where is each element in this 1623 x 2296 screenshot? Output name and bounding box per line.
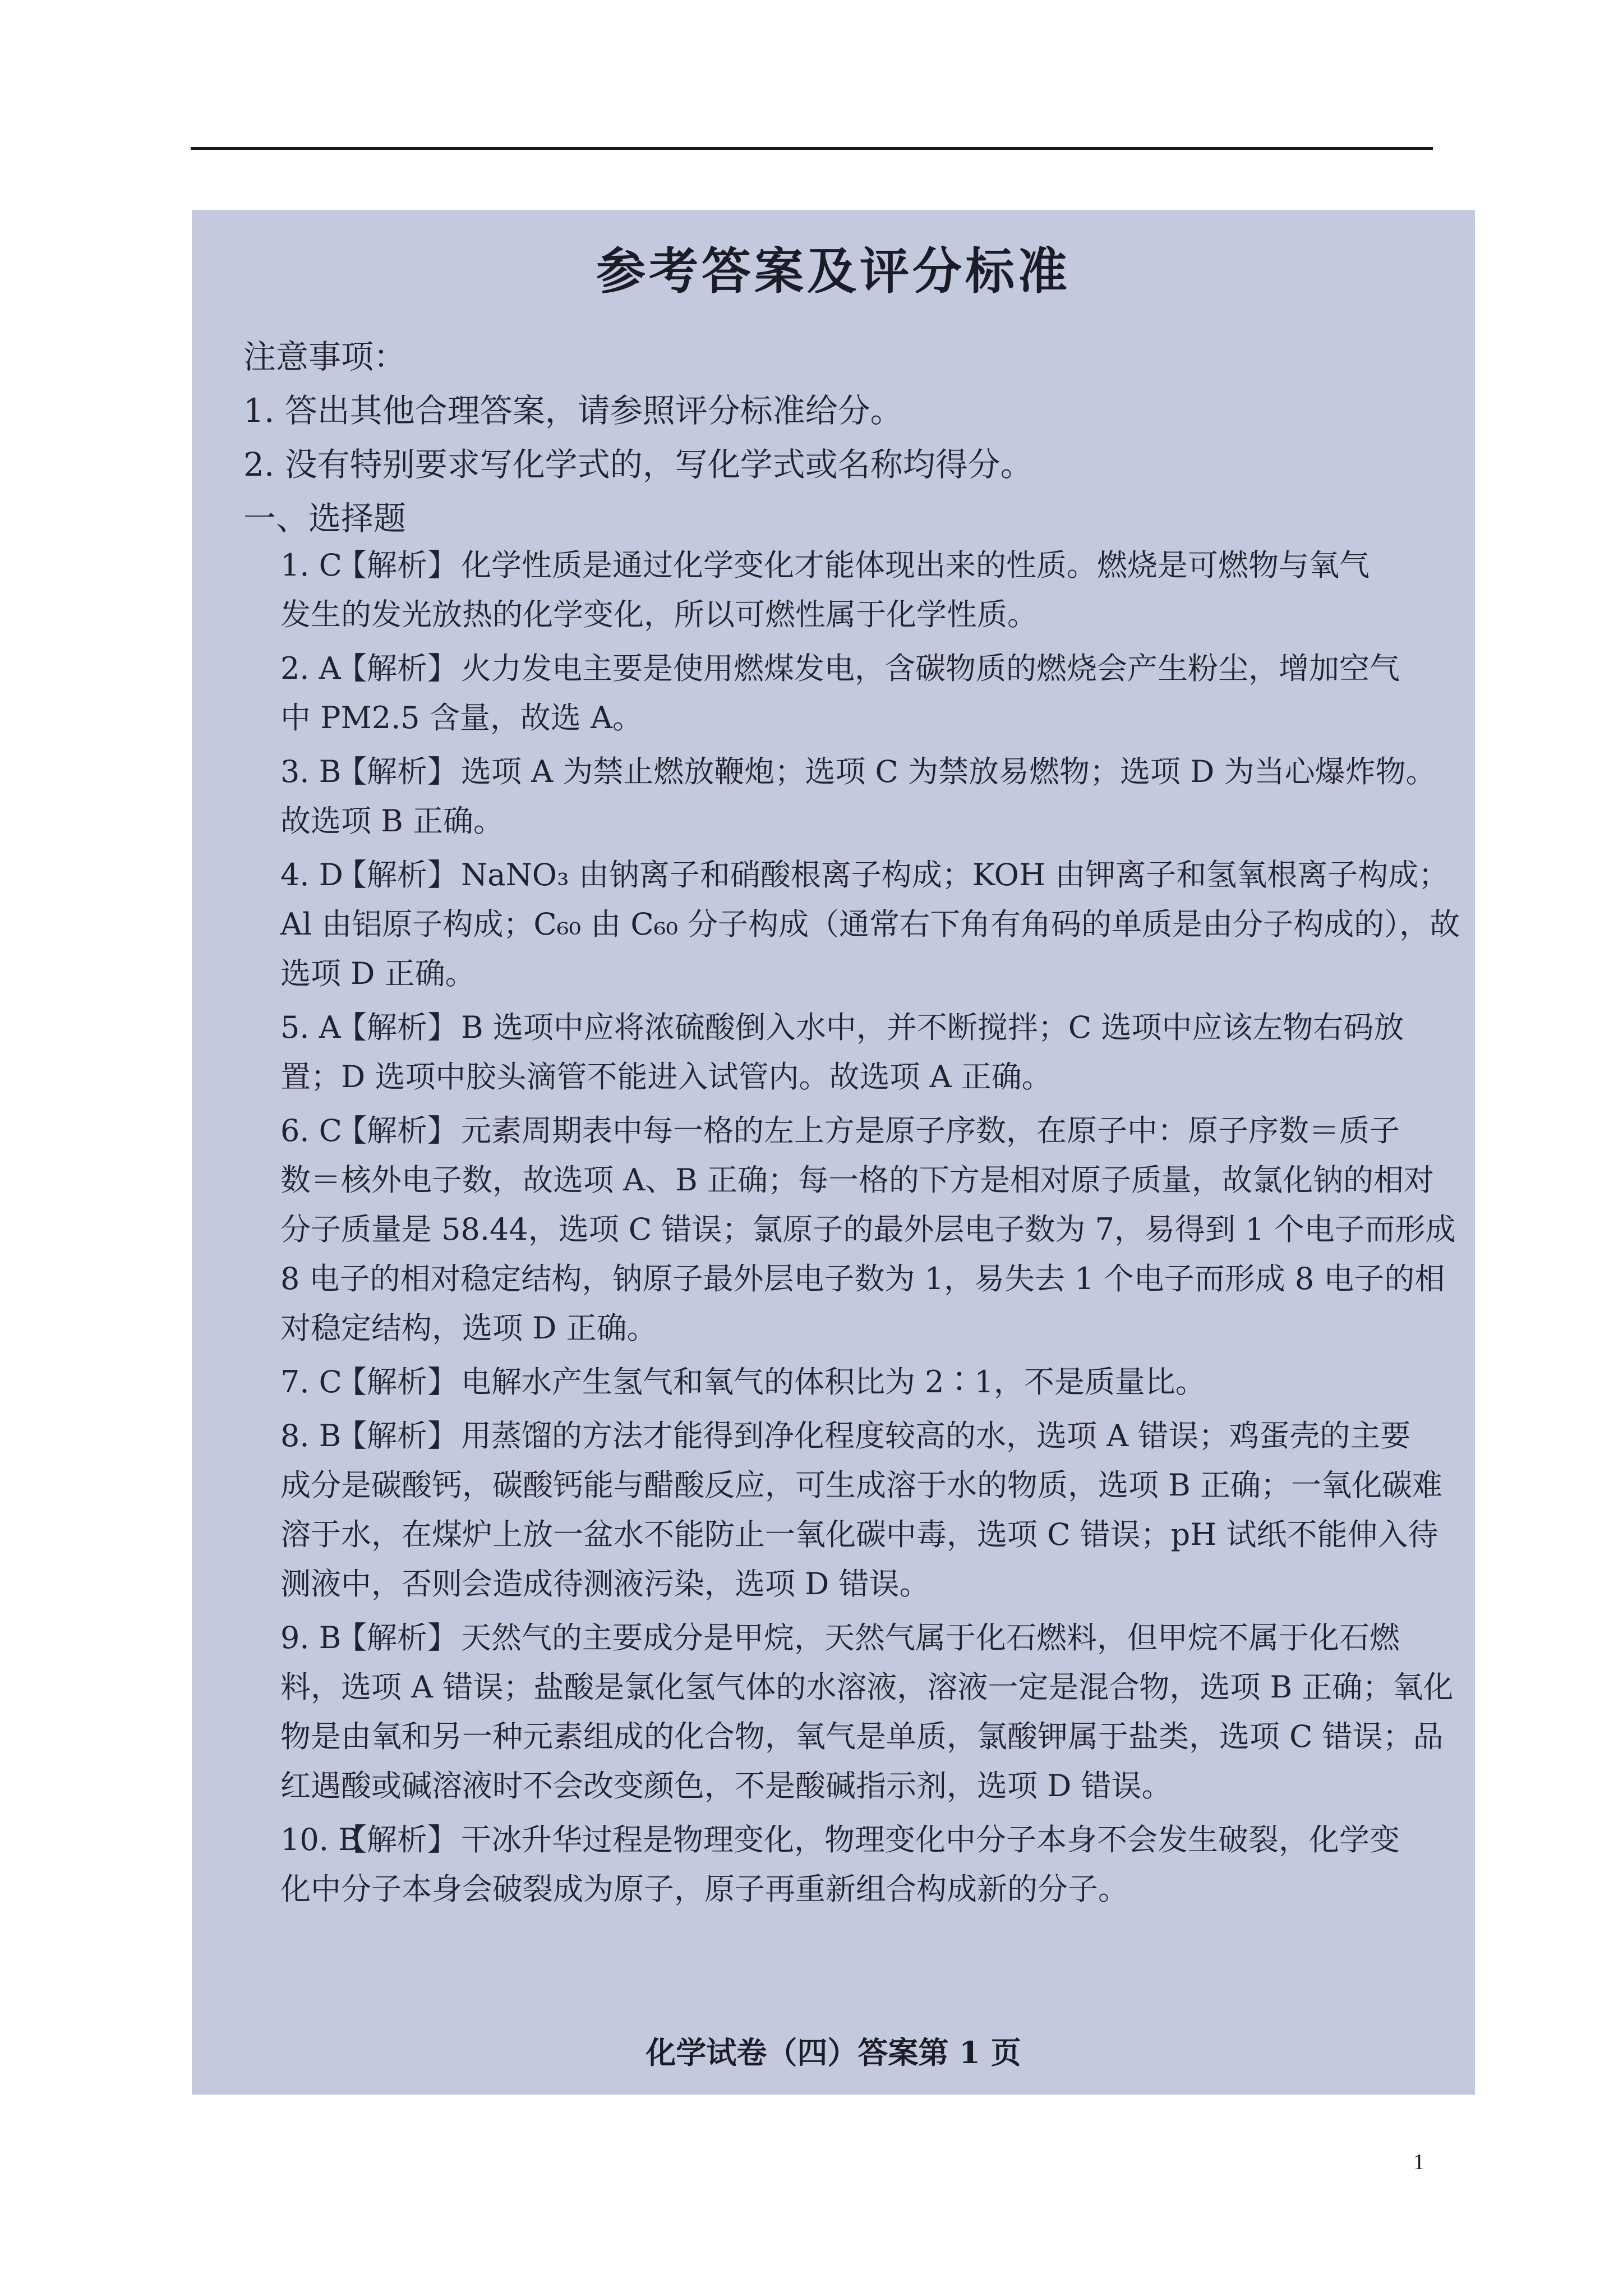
answer-line: 溶于水，在煤炉上放一盆水不能防止一氧化碳中毒，选项 C 错误；pH 试纸不能伸入待 — [280, 1517, 1438, 1552]
answer-item — [280, 1815, 1402, 1914]
answer-line: 化中分子本身会破裂成为原子，原子再重新组合构成新的分子。 — [280, 1871, 1128, 1907]
answer-line: 成分是碳酸钙，碳酸钙能与醋酸反应，可生成溶于水的物质，选项 B 正确；一氧化碳难 — [280, 1467, 1443, 1503]
notes-item-2: 2. 没有特别要求写化学式的，写化学式或名称均得分。 — [243, 445, 1033, 484]
answer-item — [280, 747, 1436, 846]
analysis-tag: 【解析】 — [336, 547, 458, 583]
answer-line: 元素周期表中每一格的左上方是原子序数，在原子中：原子序数＝质子 — [461, 1113, 1400, 1148]
answer-item — [280, 1003, 1402, 1102]
answer-line: 天然气的主要成分是甲烷，天然气属于化石燃料，但甲烷不属于化石燃 — [461, 1620, 1400, 1655]
answer-number: 1. C — [280, 547, 343, 583]
answer-line: 对稳定结构，选项 D 正确。 — [280, 1310, 657, 1346]
answer-list — [280, 541, 1460, 1918]
answer-line: 发生的发光放热的化学变化，所以可燃性属于化学性质。 — [280, 597, 1038, 632]
answer-line: B 选项中应将浓硫酸倒入水中，并不断搅拌；C 选项中应该左物右码放 — [461, 1010, 1404, 1045]
answer-line: 干冰升华过程是物理变化，物理变化中分子本身不会发生破裂，化学变 — [461, 1822, 1400, 1857]
section-heading: 一、选择题 — [243, 499, 407, 537]
answer-number: 4. D — [280, 857, 343, 892]
answer-number: 6. C — [280, 1113, 343, 1148]
answer-item — [280, 541, 1402, 639]
header-rule — [191, 147, 1433, 150]
answer-number: 8. B — [280, 1418, 342, 1453]
answer-line: 测液中，否则会造成待测液污染，选项 D 错误。 — [280, 1566, 930, 1602]
answer-number: 9. B — [280, 1620, 342, 1655]
answer-line: 中 PM2.5 含量，故选 A。 — [280, 700, 643, 735]
analysis-tag: 【解析】 — [336, 1418, 458, 1453]
analysis-tag: 【解析】 — [336, 1620, 458, 1655]
answer-line: 料，选项 A 错误；盐酸是氯化氢气体的水溶液，溶液一定是混合物，选项 B 正确；氧化 — [280, 1669, 1454, 1705]
answer-line: 数＝核外电子数，故选项 A、B 正确；每一格的下方是相对原子质量，故氯化钠的相对 — [280, 1162, 1435, 1198]
answer-line: 红遇酸或碱溶液时不会改变颜色，不是酸碱指示剂，选项 D 错误。 — [280, 1768, 1172, 1803]
page-number: 1 — [1413, 2149, 1424, 2174]
answer-number: 7. C — [280, 1364, 343, 1400]
answer-number: 3. B — [280, 754, 342, 789]
analysis-tag: 【解析】 — [336, 1010, 458, 1045]
answer-item — [280, 1106, 1456, 1353]
answer-item — [280, 1411, 1443, 1609]
notes-item-1: 1. 答出其他合理答案，请参照评分标准给分。 — [243, 392, 903, 430]
answer-number: 5. A — [280, 1010, 341, 1045]
answer-item — [280, 644, 1402, 743]
sheet-footer: 化学试卷（四）答案第 1 页 — [645, 2035, 1021, 2070]
answer-line: 故选项 B 正确。 — [280, 803, 504, 839]
analysis-tag: 【解析】 — [336, 1364, 458, 1400]
answer-item — [280, 850, 1460, 999]
answer-item — [280, 1358, 1402, 1407]
answer-line: 分子质量是 58.44，选项 C 错误；氯原子的最外层电子数为 7，易得到 1 个电子而形成 — [280, 1212, 1456, 1247]
answer-number: 10. B — [280, 1822, 361, 1857]
analysis-tag: 【解析】 — [336, 1113, 458, 1148]
answer-line: 选项 A 为禁止燃放鞭炮；选项 C 为禁放易燃物；选项 D 为当心爆炸物。 — [461, 754, 1436, 789]
answer-line: 火力发电主要是使用燃煤发电，含碳物质的燃烧会产生粉尘，增加空气 — [461, 651, 1400, 686]
answer-line: 8 电子的相对稳定结构，钠原子最外层电子数为 1，易失去 1 个电子而形成 8 电子的相 — [280, 1261, 1445, 1296]
answer-line: NaNO₃ 由钠离子和硝酸根离子构成；KOH 由钾离子和氢氧根离子构成； — [461, 857, 1449, 892]
page-title: 参考答案及评分标准 — [596, 242, 1071, 300]
answer-line: 置；D 选项中胶头滴管不能进入试管内。故选项 A 正确。 — [280, 1059, 1052, 1094]
notes-section — [243, 330, 1444, 545]
answer-line: 选项 D 正确。 — [280, 956, 476, 991]
answer-number: 2. A — [280, 651, 341, 686]
answer-line: 电解水产生氢气和氧气的体积比为 2∶1，不是质量比。 — [461, 1364, 1206, 1400]
answer-line: Al 由铝原子构成；C₆₀ 由 C₆₀ 分子构成（通常右下角有角码的单质是由分子构成的），故 — [280, 907, 1460, 942]
analysis-tag: 【解析】 — [336, 651, 458, 686]
analysis-tag: 【解析】 — [336, 857, 458, 892]
answer-line: 用蒸馏的方法才能得到净化程度较高的水，选项 A 错误；鸡蛋壳的主要 — [461, 1418, 1411, 1453]
answer-line: 化学性质是通过化学变化才能体现出来的性质。燃烧是可燃物与氧气 — [461, 547, 1370, 583]
analysis-tag: 【解析】 — [336, 1822, 458, 1857]
answer-line: 物是由氧和另一种元素组成的化合物，氧气是单质，氯酸钾属于盐类，选项 C 错误；品 — [280, 1719, 1444, 1754]
answer-sheet-photo — [192, 210, 1475, 2095]
notes-heading: 注意事项： — [243, 338, 407, 376]
analysis-tag: 【解析】 — [336, 754, 458, 789]
answer-item — [280, 1613, 1454, 1811]
